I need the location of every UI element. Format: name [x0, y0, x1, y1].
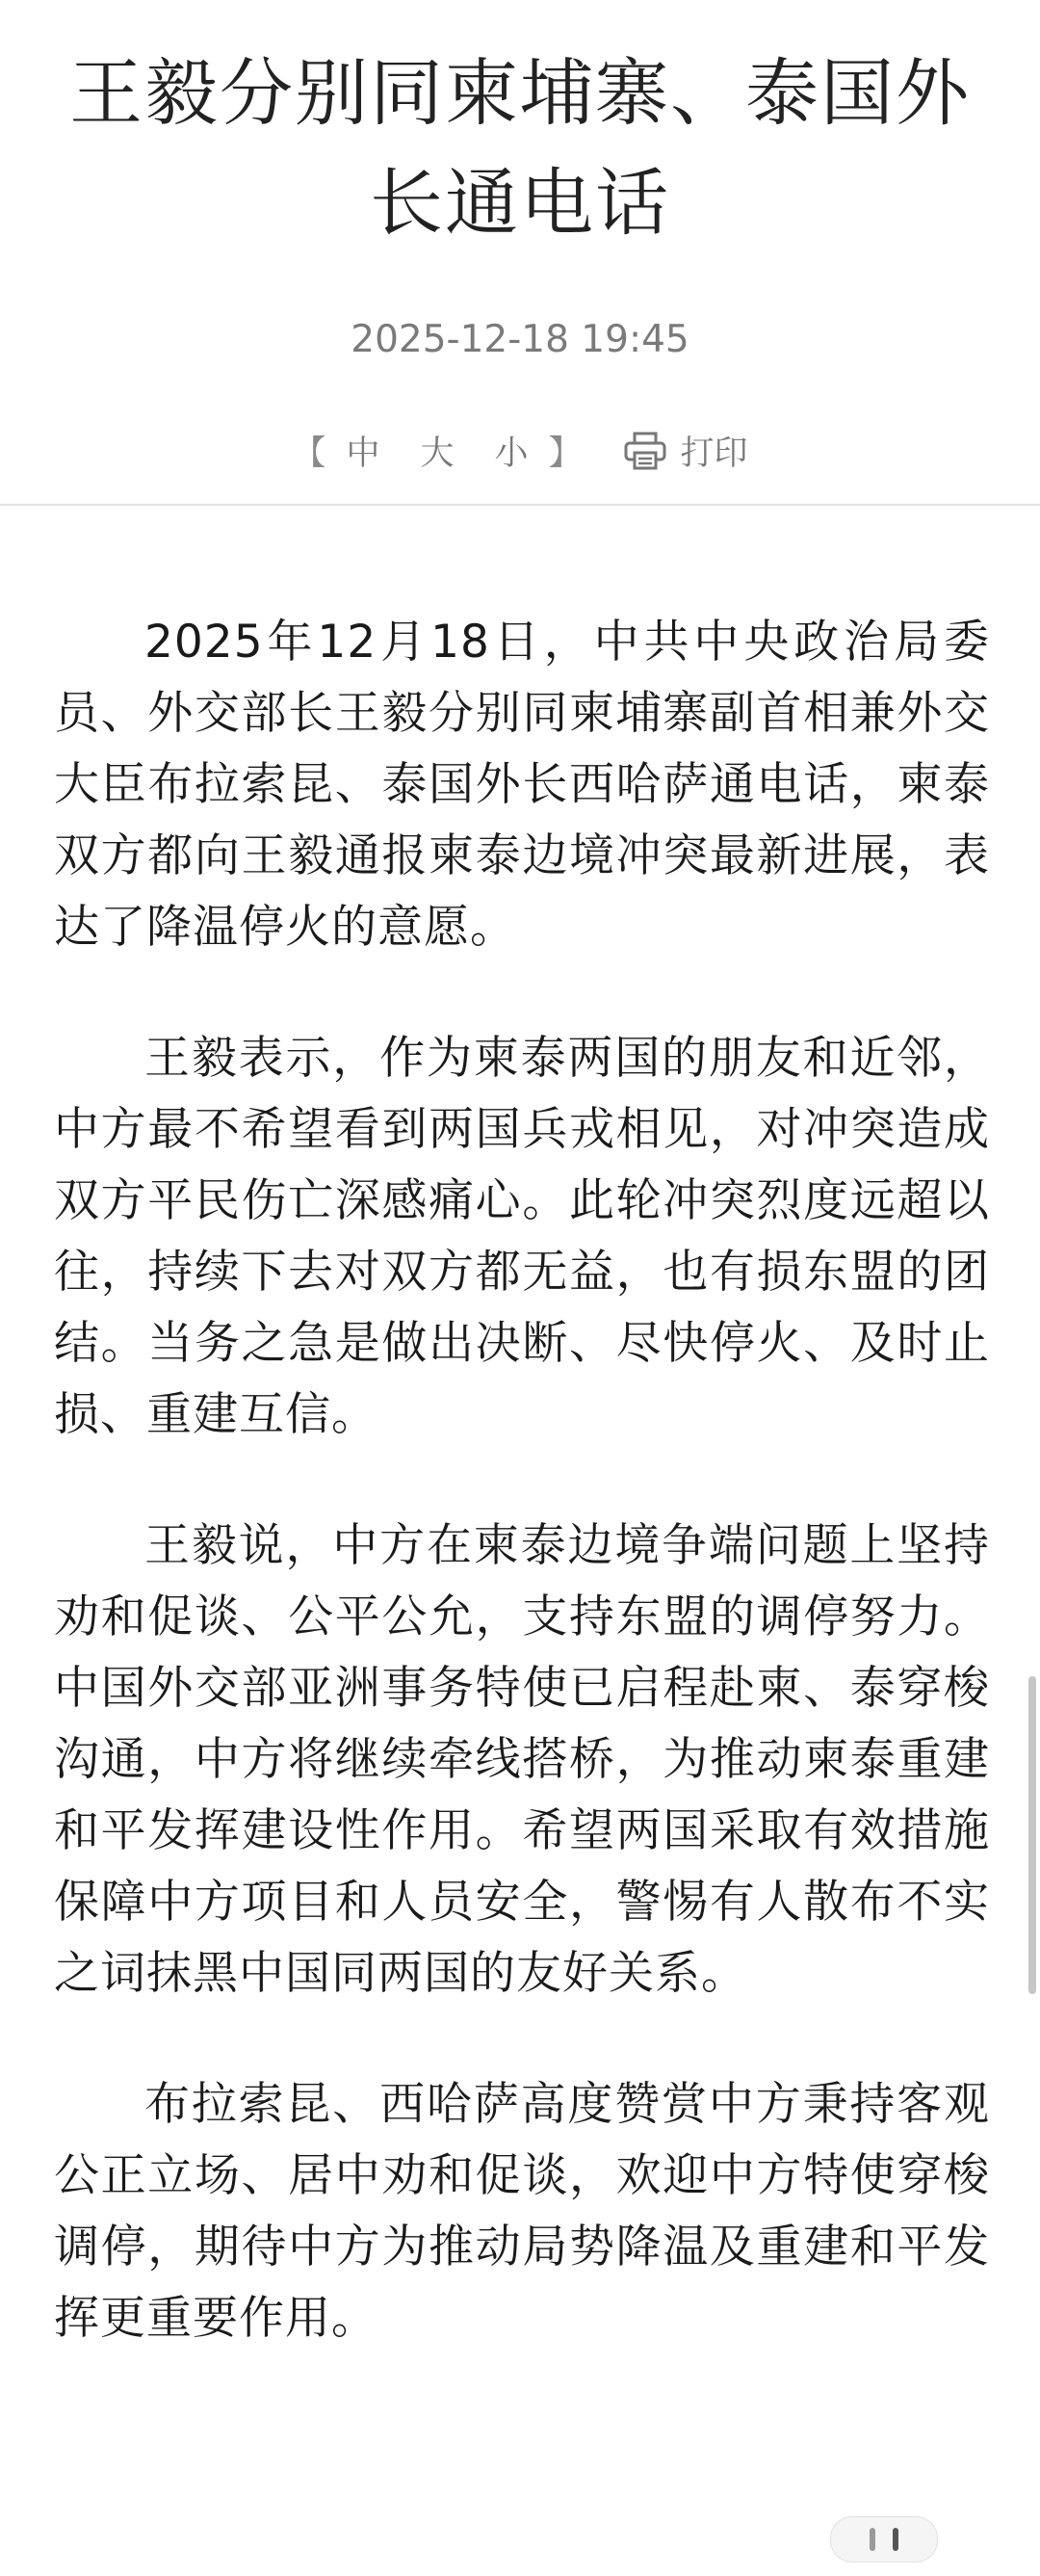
article-header	[0, 0, 1040, 505]
font-size-small[interactable]: 小	[494, 434, 529, 473]
vertical-scrollbar[interactable]	[1028, 1676, 1036, 1994]
menu-bar-icon	[893, 2528, 898, 2551]
font-size-medium[interactable]: 中	[346, 434, 380, 473]
article-toolbar	[0, 422, 1040, 480]
article-paragraph-4: 布拉索昆、西哈萨高度赞赏中方秉持客观公正立场、居中劝和促谈，欢迎中方特使穿梭调停，期待中方为推动局势降温及重建和平发挥更重要作用。	[54, 2078, 990, 2345]
font-size-large[interactable]: 大	[420, 434, 455, 473]
article-paragraph-2: 王毅表示，作为柬泰两国的朋友和近邻，中方最不希望看到两国兵戎相见，对冲突造成双方平民伤亡深感痛心。此轮冲突烈度远超以往，持续下去对双方都无益，也有损东盟的团结。当务之急是做出决断、尽快停火、及时止损、重建互信。	[54, 1032, 990, 1441]
print-label: 打印	[680, 434, 748, 473]
floating-menu-button[interactable]	[830, 2516, 938, 2563]
font-size-selector	[292, 427, 582, 475]
print-button[interactable]	[623, 427, 748, 475]
bracket-open: 【	[292, 434, 326, 473]
bracket-close: 】	[548, 434, 583, 473]
menu-bar-icon	[870, 2528, 875, 2551]
header-divider	[0, 504, 1040, 506]
article-paragraph-1: 2025年12月18日，中共中央政治局委员、外交部长王毅分别同柬埔寨副首相兼外交大臣布拉索昆、泰国外长西哈萨通电话，柬泰双方都向王毅通报柬泰边境冲突最新进展，表达了降温停火的意愿。	[54, 616, 990, 954]
article-body	[54, 607, 990, 2414]
page-title: 王毅分别同柬埔寨、泰国外长通电话	[69, 50, 971, 246]
article-paragraph-3: 王毅说，中方在柬泰边境争端问题上坚持劝和促谈、公平公允，支持东盟的调停努力。中国外交部亚洲事务特使已启程赴柬、泰穿梭沟通，中方将继续牵线搭桥，为推动柬泰重建和平发挥建设性作用。希望两国采取有效措施保障中方项目和人员安全，警惕有人散布不实之词抹黑中国同两国的友好关系。	[54, 1519, 990, 2000]
printer-icon	[623, 432, 667, 470]
publish-date: 2025-12-18 19:45	[351, 318, 689, 361]
